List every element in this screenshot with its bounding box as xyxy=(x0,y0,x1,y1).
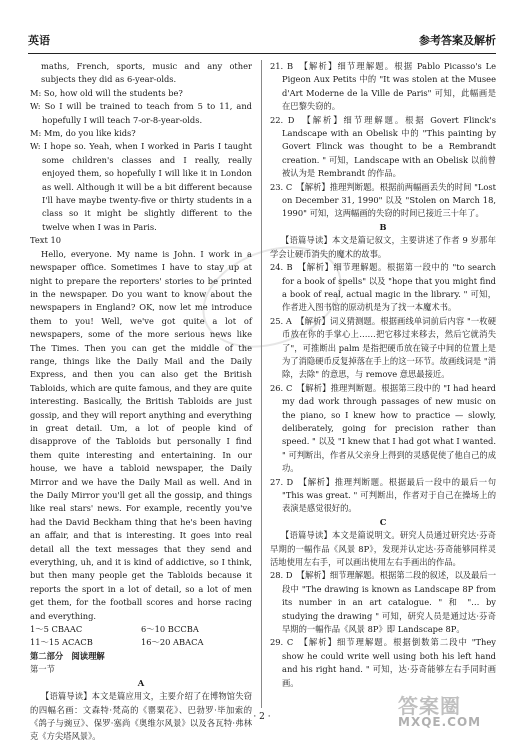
page-number: · 2 · xyxy=(253,712,271,722)
watermark-url: MXQE.COM xyxy=(398,715,482,729)
answer-explanation: 28. D 【解析】细节理解题。根据第二段的叙述，以及最后一段中 "The drawing is known as Landscape 8P from its number in an art catalogue. " 和 "… by studying the drawing " 可知，研究人员是通过达·芬奇早期的一幅作品《风景 8P》即 Landscape 8P。 xyxy=(270,570,496,635)
column-divider xyxy=(261,60,262,708)
passage-c-letter: C xyxy=(379,516,387,527)
header-rule xyxy=(28,53,496,54)
answer-explanation: 29. C 【解析】细节理解题。根据倒数第二段中 "They show he could write well using both his left hand and his right hand. " 可知，达·芬奇能够左右手同时画画。 xyxy=(270,637,496,688)
answers-21-23 xyxy=(270,60,496,221)
transcript-paragraph: M: Mm, do you like kids? xyxy=(30,128,136,139)
answer-cell: 6～10 BCCBA xyxy=(141,624,199,635)
answer-explanation: 23. C 【解析】推理判断题。根据前两幅画丢失的时间 "Lost on December 31, 1990" 以及 "Stolen on March 18, 1990" 可知，这两幅画的失窃的时间已接近三十年了。 xyxy=(270,181,496,219)
transcript-paragraph: W: So I will be trained to teach from 5 to 11, and hopefully I will teach 7-or-8-year-olds. xyxy=(30,101,252,125)
watermark-text: 答案圈 xyxy=(398,694,461,718)
transcript-paragraph: W: I hope so. Yeah, when I worked in Paris I taught some children's classes and I really, really enjoyed them, so hopefully I will like it in London as well. Although it will be a bit different because I'll have maybe twenty-five or thirty students in a class so it might be slightly different to the twelve when I was in Paris. xyxy=(30,141,252,232)
transcript-paragraph: Text 10 xyxy=(30,235,62,246)
right-column xyxy=(270,60,496,690)
answer-explanation: 24. B 【解析】细节理解题。根据第一段中的 "to search for a book of spells" 以及 "hope that you might find a book of real, actual magic in the library. " 可知，作者进入图书馆的原动机是为了找一本魔术书。 xyxy=(270,262,496,313)
subject-label: 英语 xyxy=(28,34,50,47)
transcript-paragraph: maths, French, sports, music and any other subjects they did as 6-year-olds. xyxy=(41,61,252,85)
passage-b-letter: B xyxy=(379,221,387,232)
answer-row-1 xyxy=(30,623,252,636)
header-title: 参考答案及解析 xyxy=(419,34,496,47)
answer-cell: 16～20 ABACA xyxy=(141,637,204,648)
answers-28-29 xyxy=(270,569,496,690)
transcript-paragraph: M: So, how old will the students be? xyxy=(30,87,183,98)
answer-explanation: 25. A 【解析】词义猜测题。根据画线单词前后内容 "一枚硬币放在你的手掌心上……把它移过来移去，然后它就消失了"，可推断出 palm 是指把硬币放在镜子中间的位置上是为了消隐硬币反复掉落在手上的这一环节。故画线词是 "消除，去除" 的意思，与 remove 意思最接近。 xyxy=(270,315,496,380)
answer-explanation: 27. D 【解析】推理判断题。根据最后一段中的最后一句 "This was great. " 可判断出，作者对于自己在操场上的表演是感觉很好的。 xyxy=(270,476,496,514)
answer-explanation: 22. D 【解析】细节理解题。根据 Govert Flinck's Landscape with an Obelisk 中的 "This painting by Govert Flinck was thought to be a Rembrandt creation. " 可知，Landscape with an Obelisk 以前曾被认为是 Rembrandt 的作品。 xyxy=(270,114,496,179)
passage-c-guide: 【语篇导读】本文是篇说明文。研究人员通过研究达·芬奇早期的一幅作品《风景 8P》，发现并认定达·芬奇能够同样灵活地使用左右手，可以画出使用左右手画出的作品。 xyxy=(270,530,496,568)
transcript-paragraph: Hello, everyone. My name is John. I work in a newspaper office. Sometimes I have to stay up at night to prepare the reporters' stories to be printed in the newspaper. Do you want to know about the newspapers in England? OK, now let me introduce them to you! Well, we've got quite a lot of newspapers, some of the more serious news like The Times. Then you can get the middle of the range, things like the Daily Mail and the Daily Express, and then you can also get the British Tabloids, which are quite famous, and they are quite interesting. Basically, the British Tabloids are just gossip, and they will report anything and everything in great detail. Um, a lot of people kind of disapprove of the Tabloids but personally I find them quite interesting and entertaining. In our house, we have a tabloid newspaper, the Daily Mirror and we have the Daily Mail as well. And in the Daily Mirror you'll get all the gossip, and things like real stars' news. For example, recently you've had the David Beckham thing that he's been having an affair, and that is interesting. It goes into real detail all the text messages that they send and everything, uh, and it is kind of addictive, so I think, but then many people get the Tabloids because it reports the sport in a lot of detail, so a lot of men get them, for the football scores and horse racing and everything. xyxy=(30,248,252,621)
answer-cell: 1～5 CBAAC xyxy=(30,624,83,635)
answer-row-2 xyxy=(30,636,252,649)
answer-cell: 11～15 ACACB xyxy=(30,637,93,648)
left-paragraphs xyxy=(30,60,252,623)
passage-b-guide: 【语篇导读】本文是篇记叙文，主要讲述了作者 9 岁那年学会让硬币消失的魔术的故事。 xyxy=(270,235,496,259)
passage-a-guide: 【语篇导读】本文是篇应用文，主要介绍了在博物馆失窃的四幅名画：文森特·梵高的《罂粟花》、巴勃罗·毕加索的《鸽子与豌豆》、保罗·塞尚《奥维尔风景》以及各瓦特·弗林克《方尖塔风景》。 xyxy=(30,691,252,742)
left-column xyxy=(30,60,252,744)
passage-a-letter: A xyxy=(137,677,145,688)
answer-explanation: 21. B 【解析】细节理解题。根据 Pablo Picasso's Le Pigeon Aux Petits 中的 "It was stolen at the Musee d'Art Moderne de la Ville de Paris" 可知，此幅画是在巴黎失窃的。 xyxy=(270,61,496,112)
section-one-title: 第一节 xyxy=(30,664,55,675)
answers-24-27 xyxy=(270,261,496,516)
answer-explanation: 26. C 【解析】推理判断题。根据第三段中的 "I had heard my dad work through passages of new music on the piano, so I knew how to practice — slowly, deliberately, going for precision rather than speed. " 以及 "I knew that I had got what I wanted. " 可判断出，作者从父亲身上得到的灵感促使了他自己的成功。 xyxy=(270,382,496,474)
part-two-title: 第二部分 阅读理解 xyxy=(30,650,105,661)
watermark-logo xyxy=(398,690,506,730)
page-header xyxy=(28,32,496,48)
